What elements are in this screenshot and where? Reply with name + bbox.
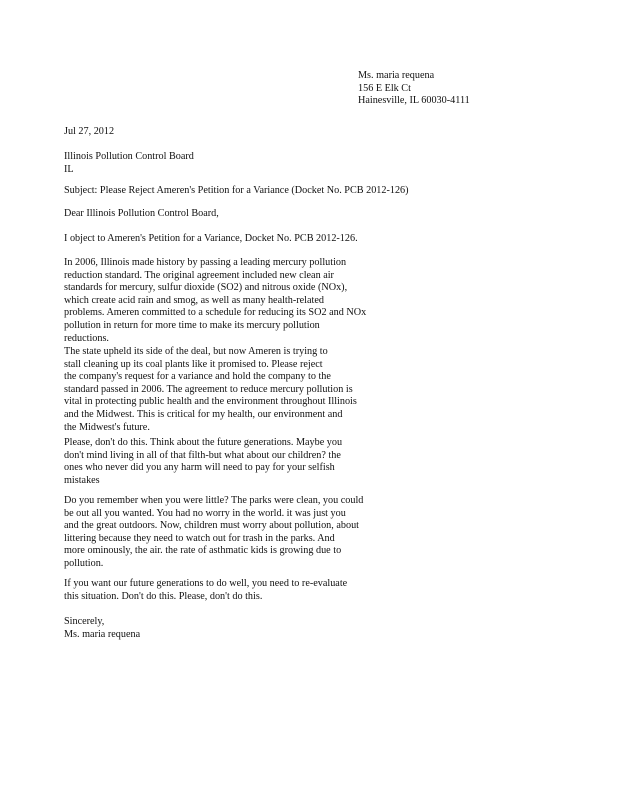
signature-name: Ms. maria requena [64, 628, 141, 640]
salutation: Dear Illinois Pollution Control Board, [64, 208, 219, 219]
paragraph-line: more ominously, the air. the rate of asthmatic kids is growing due to [64, 545, 342, 557]
recipient-org: Illinois Pollution Control Board [64, 151, 194, 162]
intro-line: I object to Ameren's Petition for a Variance, Docket No. PCB 2012-126. [64, 233, 358, 244]
sign-off [64, 616, 359, 641]
paragraph-line: pollution in return for more time to make its mercury pollution [64, 319, 320, 331]
paragraph-line: don't mind living in all of that filth-but what about our children? the [64, 449, 341, 461]
paragraph-line: stall cleaning up its coal plants like it promised to. Please reject [64, 358, 323, 370]
paragraph-line: the company's request for a variance and hold the company to the [64, 371, 331, 383]
closing: Sincerely, [64, 616, 105, 627]
paragraph-line: standard passed in 2006. The agreement to reduce mercury pollution is [64, 383, 353, 395]
paragraph-line: and the Midwest. This is critical for my health, our environment and [64, 408, 343, 420]
paragraph-line: be out all you wanted. You had no worry in the world. it was just you [64, 507, 346, 519]
paragraph-line: the Midwest's future. [64, 421, 150, 433]
body-paragraph [64, 257, 367, 345]
sender-city: Hainesville, IL 60030-4111 [358, 95, 470, 107]
paragraph-line: mistakes [64, 474, 100, 486]
letter-subject: Subject: Please Reject Ameren's Petition for a Variance (Docket No. PCB 2012-126) [64, 185, 409, 196]
paragraph-line: reduction standard. The original agreement included new clean air [64, 269, 334, 281]
paragraph-line: standards for mercury, sulfur dioxide (SO2) and nitrous oxide (NOx), [64, 282, 348, 294]
sender-address [358, 70, 598, 108]
body-paragraph [64, 578, 359, 603]
recipient-state: IL [64, 163, 74, 175]
sender-name: Ms. maria requena [358, 70, 435, 81]
paragraph-line: which create acid rain and smog, as well as many health-related [64, 294, 324, 306]
paragraph-line: Do you remember when you were little? The parks were clean, you could [64, 495, 364, 506]
paragraph-line: reductions. [64, 332, 109, 344]
paragraph-line: If you want our future generations to do well, you need to re-evaluate [64, 578, 348, 589]
body-paragraph [64, 346, 359, 434]
letter-date: Jul 27, 2012 [64, 126, 115, 137]
paragraph-line: Please, don't do this. Think about the future generations. Maybe you [64, 437, 343, 448]
paragraph-line: pollution. [64, 557, 104, 569]
paragraph-line: ones who never did you any harm will need to pay for your selfish [64, 462, 335, 474]
body-paragraph [64, 495, 364, 571]
paragraph-line: and the great outdoors. Now, children must worry about pollution, about [64, 520, 360, 532]
paragraph-line: The state upheld its side of the deal, but now Ameren is trying to [64, 346, 328, 357]
paragraph-line: littering because they need to watch out for trash in the parks. And [64, 532, 335, 544]
paragraph-line: problems. Ameren committed to a schedule for reducing its SO2 and NOx [64, 307, 367, 319]
paragraph-line: this situation. Don't do this. Please, don't do this. [64, 590, 263, 602]
body-paragraph [64, 437, 359, 487]
sender-street: 156 E Elk Ct [358, 82, 411, 94]
paragraph-line: In 2006, Illinois made history by passing a leading mercury pollution [64, 257, 347, 268]
recipient-address [64, 151, 359, 176]
paragraph-line: vital in protecting public health and the environment throughout Illinois [64, 396, 357, 408]
